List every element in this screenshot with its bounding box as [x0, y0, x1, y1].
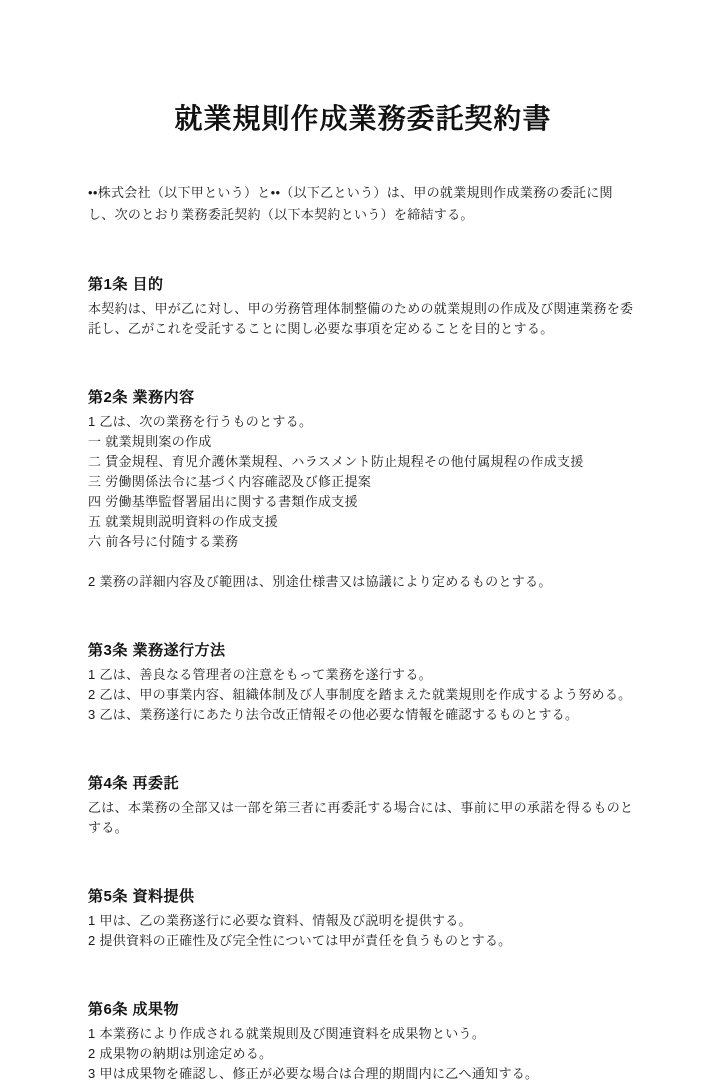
section-article-4	[88, 773, 638, 838]
section-article-3	[88, 640, 638, 725]
section-heading: 第3条 業務遂行方法	[88, 642, 226, 659]
section-line: 乙は、本業務の全部又は一部を第三者に再委託する場合には、事前に甲の承諾を得るものとする。	[88, 800, 634, 835]
section-article-2	[88, 387, 638, 592]
section-line: 1 甲は、乙の業務遂行に必要な資料、情報及び説明を提供する。	[88, 913, 472, 928]
section-heading: 第6条 成果物	[88, 1001, 180, 1018]
section-heading: 第2条 業務内容	[88, 389, 195, 406]
section-line: 2 業務の詳細内容及び範囲は、別途仕様書又は協議により定めるものとする。	[88, 574, 552, 589]
section-heading: 第5条 資料提供	[88, 888, 195, 905]
section-line: 1 本業務により作成される就業規則及び関連資料を成果物という。	[88, 1026, 486, 1041]
section-line: 本契約は、甲が乙に対し、甲の労務管理体制整備のための就業規則の作成及び関連業務を委託し、乙がこれを受託することに関し必要な事項を定めることを目的とする。	[88, 301, 634, 336]
section-line: 三 労働関係法令に基づく内容確認及び修正提案	[88, 474, 372, 489]
section-line: 2 成果物の納期は別途定める。	[88, 1046, 273, 1061]
section-line: 二 賃金規程、育児介護休業規程、ハラスメント防止規程その他付属規程の作成支援	[88, 454, 584, 469]
section-line: 四 労働基準監督署届出に関する書類作成支援	[88, 494, 358, 509]
section-line: 六 前各号に付随する業務	[88, 534, 239, 549]
section-line: 五 就業規則説明資料の作成支援	[88, 514, 279, 529]
section-line: 1 乙は、善良なる管理者の注意をもって業務を遂行する。	[88, 667, 432, 682]
intro-paragraph: ••株式会社（以下甲という）と••（以下乙という）は、甲の就業規則作成業務の委託に関し、次のとおり業務委託契約（以下本契約という）を締結する。	[88, 185, 613, 222]
section-line: 2 提供資料の正確性及び完全性については甲が責任を負うものとする。	[88, 933, 512, 948]
section-line: 1 乙は、次の業務を行うものとする。	[88, 414, 313, 429]
document-title: 就業規則作成業務委託契約書	[174, 103, 552, 134]
section-line: 2 乙は、甲の事業内容、組織体制及び人事制度を踏まえた就業規則を作成するよう努める。	[88, 687, 632, 702]
section-heading: 第1条 目的	[88, 276, 164, 293]
section-article-6	[88, 999, 638, 1084]
section-line: 3 甲は成果物を確認し、修正が必要な場合は合理的期間内に乙へ通知する。	[88, 1066, 539, 1081]
section-heading: 第4条 再委託	[88, 775, 180, 792]
section-article-5	[88, 886, 638, 951]
section-article-1	[88, 274, 638, 339]
section-line: 一 就業規則案の作成	[88, 434, 212, 449]
section-line: 3 乙は、業務遂行にあたり法令改正情報その他必要な情報を確認するものとする。	[88, 707, 579, 722]
